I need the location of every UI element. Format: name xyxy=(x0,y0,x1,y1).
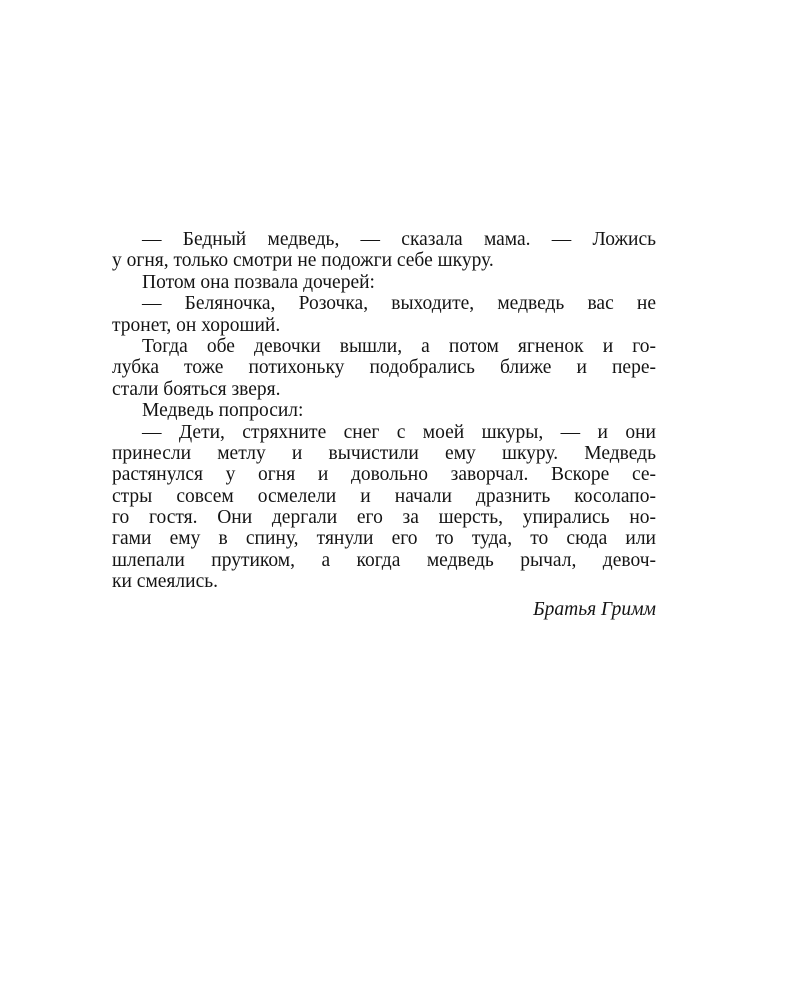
text-line: принесли метлу и вычистили ему шкуру. Медведь xyxy=(112,442,656,464)
text-line: гами ему в спину, тянули его то туда, то сюда или xyxy=(112,528,656,550)
text-line: лубка тоже потихоньку подобрались ближе и пере- xyxy=(112,357,656,379)
author-signature: Братья Гримм xyxy=(533,598,656,620)
text-line: тронет, он хороший. xyxy=(112,314,281,336)
text-line: Медведь попросил: xyxy=(142,400,304,422)
text-line: ки смеялись. xyxy=(112,571,218,593)
text-line: стры совсем осмелели и начали дразнить косолапо- xyxy=(112,485,656,507)
text-line: — Бедный медведь, — сказала мама. — Ложись xyxy=(142,229,656,250)
text-line: Тогда обе девочки вышли, а потом ягненок и го- xyxy=(142,335,656,357)
text-line: — Дети, стряхните снег с моей шкуры, — и они xyxy=(142,421,656,443)
text-line: шлепали прутиком, а когда медведь рычал, девоч- xyxy=(112,549,656,571)
text-line: — Беляночка, Розочка, выходите, медведь вас не xyxy=(142,293,656,315)
text-line: го гостя. Они дергали его за шерсть, упирались но- xyxy=(112,507,656,529)
text-line: у огня, только смотри не подожги себе шкуру. xyxy=(112,250,494,272)
text-line: Потом она позвала дочерей: xyxy=(142,271,375,293)
text-line: растянулся у огня и довольно заворчал. Вскоре се- xyxy=(112,464,656,486)
text-line: стали бояться зверя. xyxy=(112,378,281,400)
story-text xyxy=(112,229,656,620)
